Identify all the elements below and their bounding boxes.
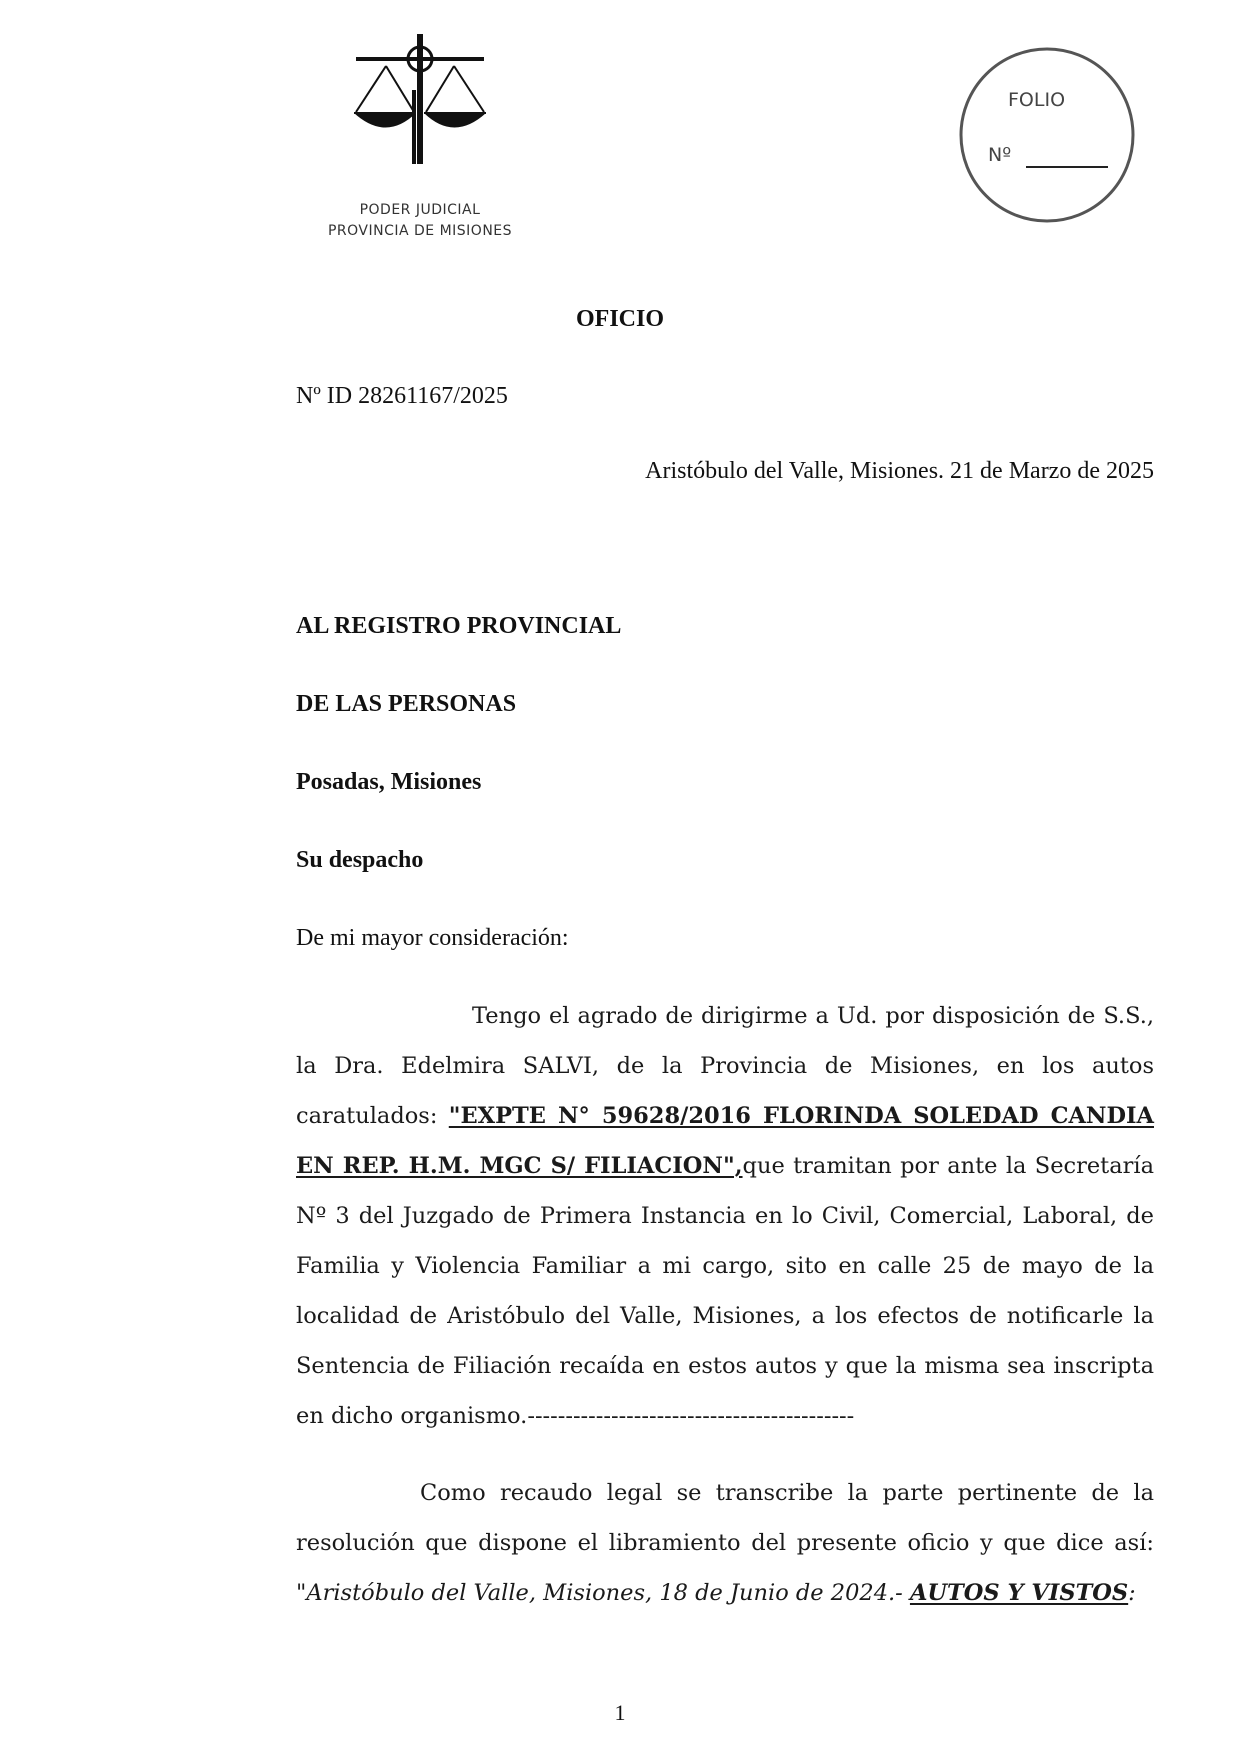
greeting: De mi mayor consideración: — [296, 925, 569, 951]
quote-open: " — [296, 1580, 307, 1606]
page-number: 1 — [614, 1700, 626, 1725]
quote-colon: : — [1128, 1580, 1136, 1606]
addressee-line-4: Su despacho — [296, 847, 424, 873]
folio-label: FOLIO — [1008, 89, 1066, 111]
folio-number-label: Nº — [988, 144, 1012, 166]
body-paragraph-1 — [296, 991, 1154, 1441]
document-id: Nº ID 28261167/2025 — [296, 383, 508, 409]
addressee-line-1: AL REGISTRO PROVINCIAL — [296, 613, 622, 639]
scales-of-justice-icon — [328, 30, 512, 200]
folio-number-blank — [1026, 166, 1108, 168]
quote-date: Aristóbulo del Valle, Misiones, 18 de Junio de 2024.- — [306, 1580, 910, 1606]
body2-text: Como recaudo legal se transcribe la parte pertinente de la resolución que dispone el libramiento del presente oficio y que dice así: — [296, 1480, 1154, 1556]
folio-circle — [958, 46, 1136, 224]
addressee-line-3: Posadas, Misiones — [296, 769, 482, 795]
document-title: OFICIO — [575, 306, 664, 332]
case-title: "EXPTE N° 59628/2016 FLORINDA SOLEDAD CANDIA EN REP. H.M. MGC S/ FILIACION", — [296, 1103, 1154, 1179]
logo-line-1: PODER JUDICIAL — [359, 202, 481, 218]
body1-rest: que tramitan por ante la Secretaría Nº 3 del Juzgado de Primera Instancia en lo Civil, Comercial, Laboral, de Familia y Violencia Familiar a mi cargo, sito en calle 25 de mayo de la localidad de Aristóbulo del Valle, Misiones, a los efectos de notificarle la Sentencia de Filiación recaída en estos autos y que la misma sea inscripta en dicho organismo.------------------------------------------- — [296, 1153, 1155, 1429]
folio-stamp — [958, 46, 1136, 224]
judicial-logo — [300, 30, 540, 239]
body-paragraph-2 — [296, 1468, 1154, 1618]
autos-y-vistos: AUTOS Y VISTOS — [909, 1580, 1129, 1606]
place-date: Aristóbulo del Valle, Misiones. 21 de Marzo de 2025 — [645, 458, 1154, 484]
logo-line-2: PROVINCIA DE MISIONES — [327, 223, 513, 239]
body1-intro: Tengo el agrado de dirigirme a Ud. por disposición de S.S., la Dra. Edelmira SALVI, de la Provincia de Misiones, en los autos caratulados: — [296, 1003, 1154, 1129]
addressee-line-2: DE LAS PERSONAS — [296, 691, 517, 717]
